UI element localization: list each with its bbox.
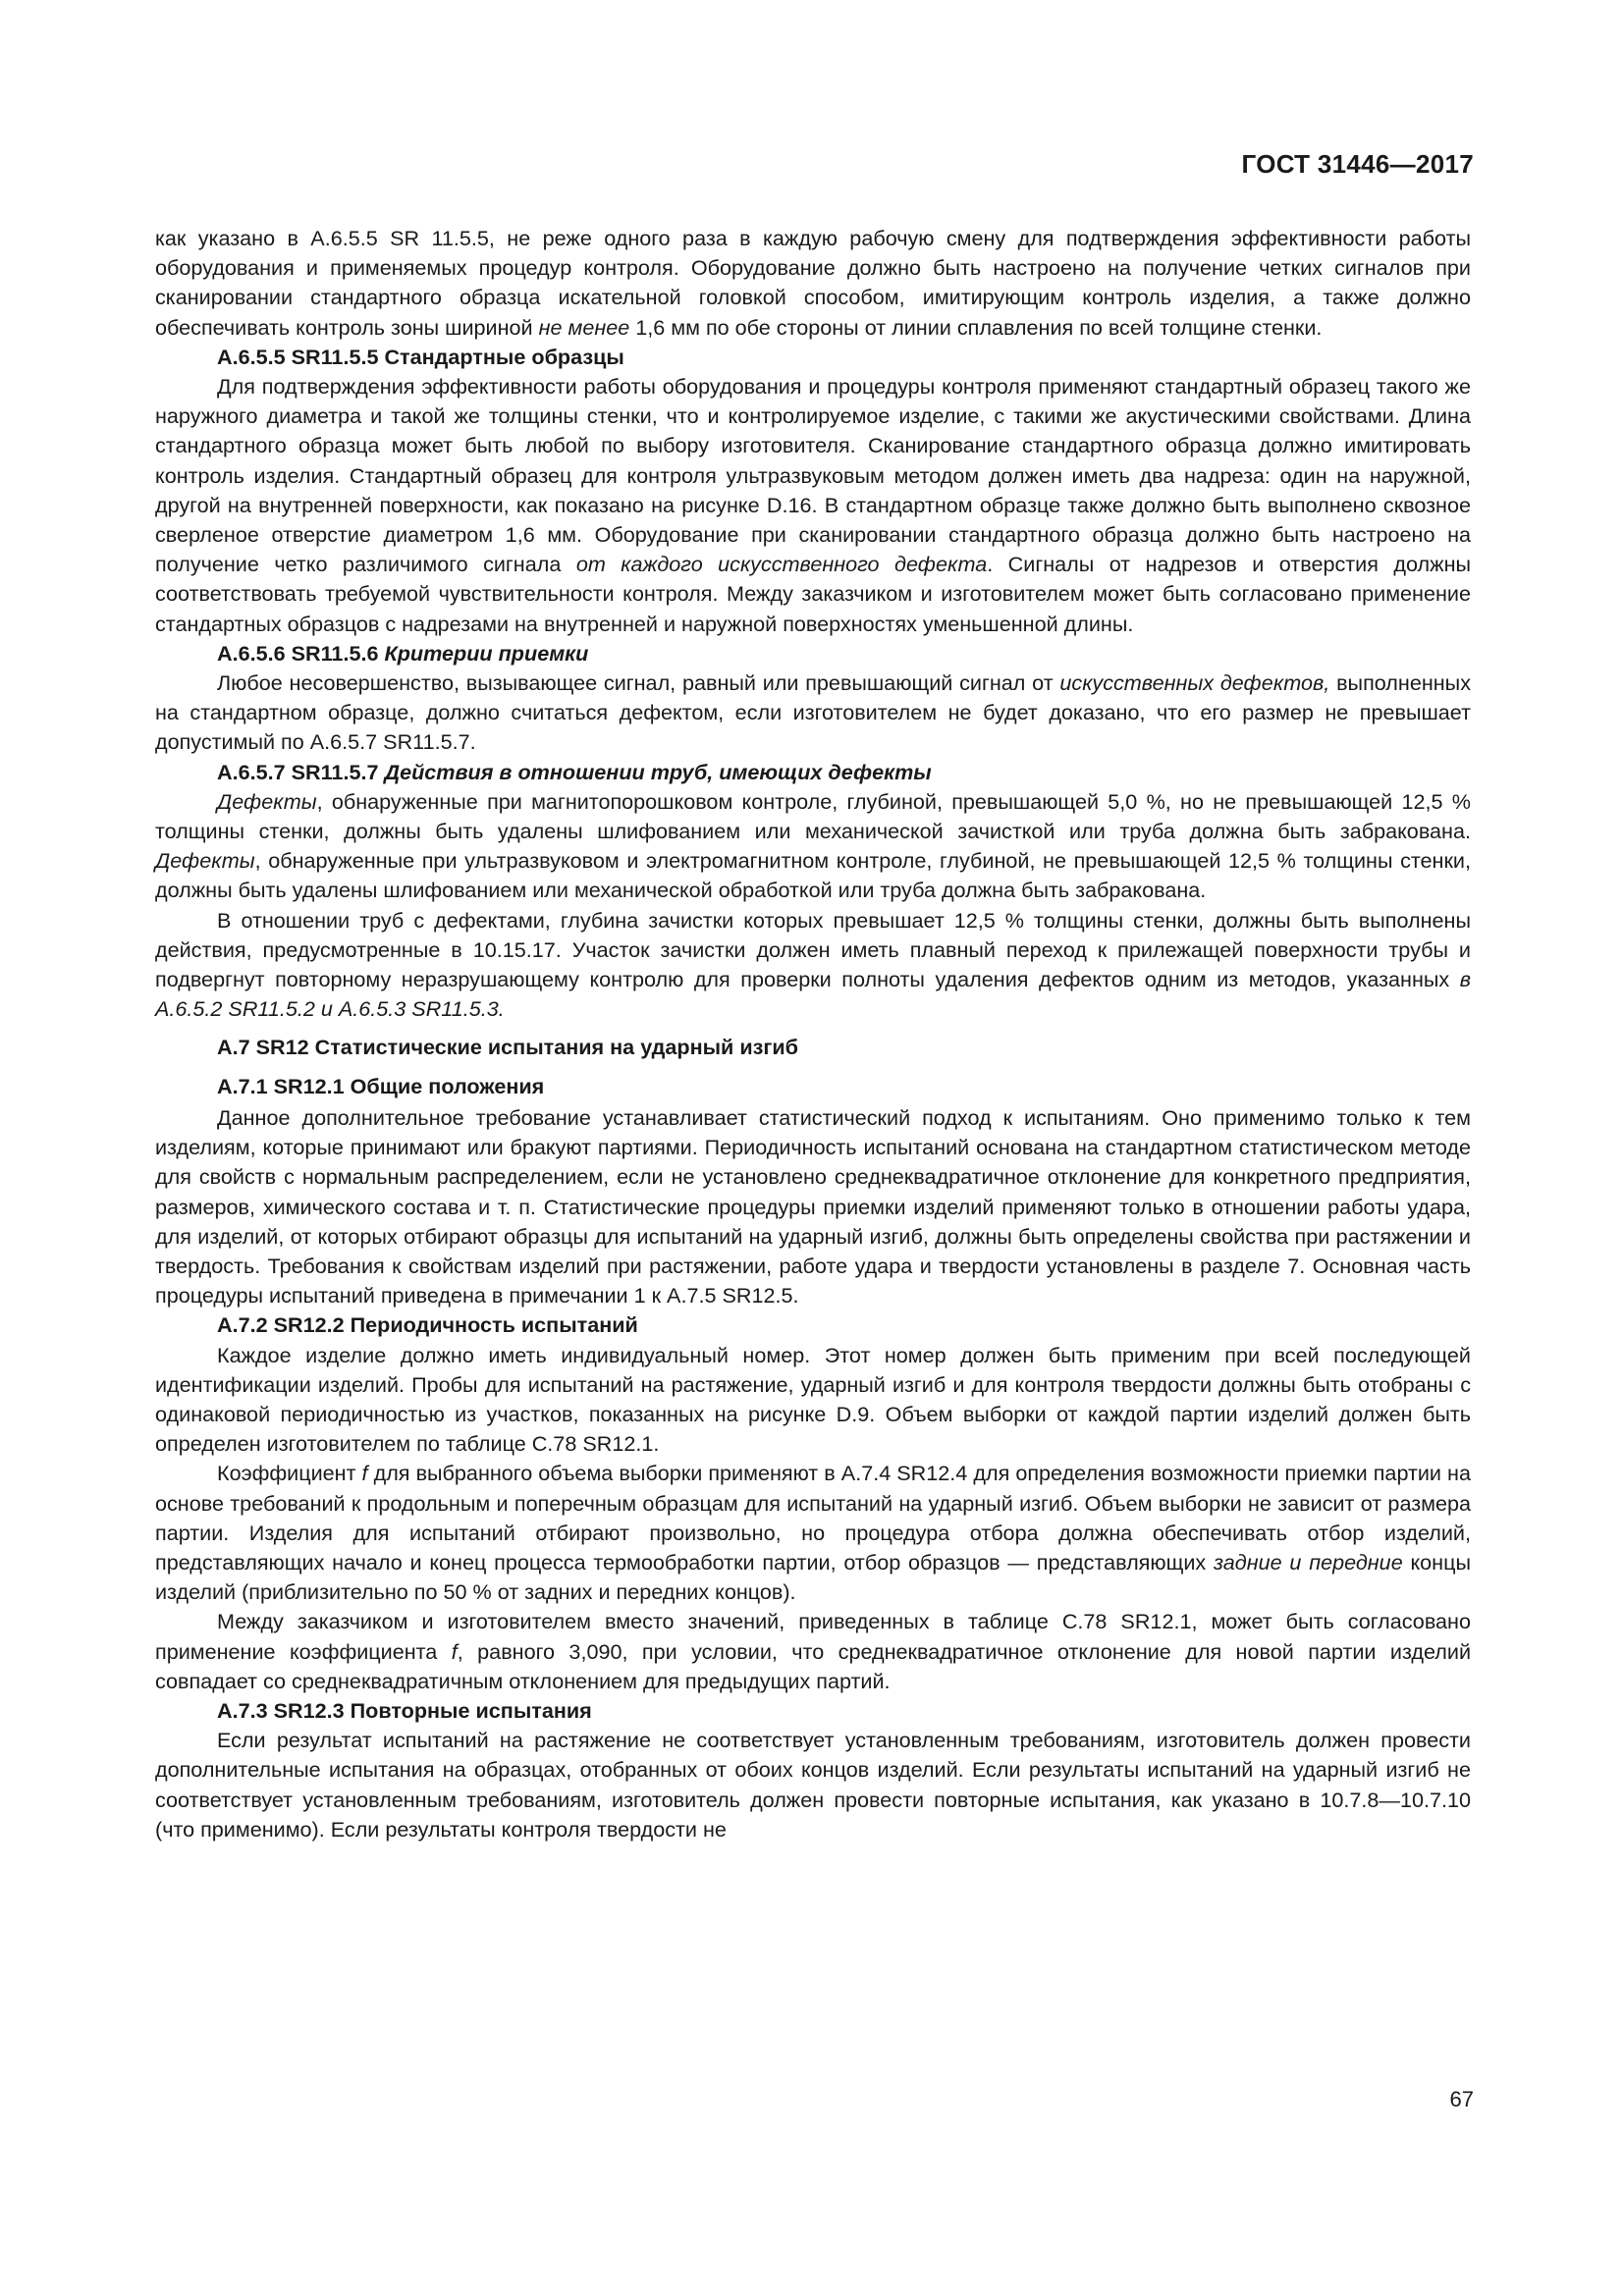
page-body bbox=[155, 224, 1471, 1844]
clause-heading bbox=[155, 1072, 1471, 1101]
heading-text: А.6.5.7 SR11.5.7 bbox=[217, 759, 385, 784]
body-paragraph: Коэффициент f для выбранного объема выборки применяют в А.7.4 SR12.4 для определения возможности приемки партии на основе требований к продольным и поперечным образцам для испытаний на ударный изгиб. Объем выборки не зависит от размера партии. Изделия для испытаний отбирают произвольно, но процедура отбора должна обеспечивать отбор изделий, представляющих начало и конец процесса термообработки партии, отбор образцов — представляющих задние и передние концы изделий (приблизительно по 50 % от задних и передних концов). bbox=[155, 1461, 1471, 1605]
heading-text: А.7 SR12 Статистические испытания на ударный изгиб bbox=[217, 1035, 798, 1060]
clause-heading bbox=[155, 343, 1471, 372]
clause-heading bbox=[155, 639, 1471, 668]
body-paragraph: Каждое изделие должно иметь индивидуальный номер. Этот номер должен быть применим при всей последующей идентификации изделий. Пробы для испытаний на растяжение, ударный изгиб и для контроля твердости должны быть отобраны с одинаковой периодичностью из участков, показанных на рисунке D.9. Объем выборки от каждой партии изделий должен быть определен изготовителем по таблице С.78 SR12.1. bbox=[155, 1342, 1471, 1457]
body-paragraph: В отношении труб с дефектами, глубина зачистки которых превышает 12,5 % толщины стенки, должны быть выполнены действия, предусмотренные в 10.15.17. Участок зачистки должен иметь плавный переход к прилежащей поверхности трубы и подвергнут повторному неразрушающему контролю для проверки полноты удаления дефектов одним из методов, указанных в А.6.5.2 SR11.5.2 и А.6.5.3 SR11.5.3. bbox=[155, 907, 1471, 1022]
section-heading bbox=[155, 1033, 1471, 1062]
body-paragraph: как указано в А.6.5.5 SR 11.5.5, не реже одного раза в каждую рабочую смену для подтверждения эффективности работы оборудования и применяемых процедур контроля. Оборудование должно быть настроено на получение четких сигналов при сканировании стандартного образца искательной головкой способом, имитирующим контроль изделия, а также должно обеспечивать контроль зоны шириной не менее 1,6 мм по обе стороны от линии сплавления по всей толщине стенки. bbox=[155, 226, 1471, 340]
body-paragraph: Между заказчиком и изготовителем вместо значений, приведенных в таблице С.78 SR12.1, может быть согласовано применение коэффициента f, равного 3,090, при условии, что среднеквадратичное отклонение для новой партии изделий совпадает со среднеквадратичным отклонением для предыдущих партий. bbox=[155, 1609, 1471, 1693]
clause-heading bbox=[155, 1310, 1471, 1340]
heading-text: А.7.1 SR12.1 Общие положения bbox=[217, 1073, 545, 1098]
body-paragraph: Дефекты, обнаруженные при магнитопорошковом контроле, глубиной, превышающей 5,0 %, но не превышающей 12,5 % толщины стенки, должны быть удалены шлифованием или механической зачисткой или труба должна быть забракована. Дефекты, обнаруженные при ультразвуковом и электромагнитном контроле, глубиной, не превышающей 12,5 % толщины стенки, должны быть удалены шлифованием или механической обработкой или труба должна быть забракована. bbox=[155, 788, 1471, 903]
document-number: ГОСТ 31446—2017 bbox=[1241, 149, 1474, 179]
body-paragraph: Любое несовершенство, вызывающее сигнал, равный или превышающий сигнал от искусственных дефектов, выполненных на стандартном образце, должно считаться дефектом, если изготовителем не будет доказано, что его размер не превышает допустимый по А.6.5.7 SR11.5.7. bbox=[155, 670, 1471, 755]
body-paragraph: Если результат испытаний на растяжение не соответствует установленным требованиям, изготовитель должен провести дополнительные испытания на образцах, отобранных от обоих концов изделий. Если результаты испытаний на ударный изгиб не соответствует установленным требованиям, изготовитель должен провести повторные испытания, как указано в 10.7.8—10.7.10 (что применимо). Если результаты контроля твердости не bbox=[155, 1728, 1471, 1842]
heading-italic-text: Критерии приемки bbox=[384, 640, 589, 666]
clause-heading bbox=[155, 758, 1471, 787]
heading-italic-text: Действия в отношении труб, имеющих дефекты bbox=[384, 759, 932, 784]
clause-heading bbox=[155, 1696, 1471, 1726]
heading-text: А.6.5.6 SR11.5.6 bbox=[217, 640, 385, 666]
heading-text: А.7.2 SR12.2 Периодичность испытаний bbox=[217, 1312, 638, 1338]
heading-text: А.6.5.5 SR11.5.5 Стандартные образцы bbox=[217, 344, 624, 369]
body-paragraph: Данное дополнительное требование устанавливает статистический подход к испытаниям. Оно применимо только к тем изделиям, которые принимают или бракуют партиями. Периодичность испытаний основана на стандартном статистическом методе для свойств с нормальным распределением, если не установлено среднеквадратичное отклонение для конкретного предприятия, размеров, химического состава и т. п. Статистические процедуры приемки изделий применяют только в отношении работы удара, для изделий, от которых отбирают образцы для испытаний на ударный изгиб, должны быть определены свойства при растяжении и твердость. Требования к свойствам изделий при растяжении, работе удара и твердости установлены в разделе 7. Основная часть процедуры испытаний приведена в примечании 1 к А.7.5 SR12.5. bbox=[155, 1104, 1471, 1308]
body-paragraph: Для подтверждения эффективности работы оборудования и процедуры контроля применяют стандартный образец такого же наружного диаметра и такой же толщины стенки, что и контролируемое изделие, с такими же акустическими свойствами. Длина стандартного образца может быть любой по выбору изготовителя. Сканирование стандартного образца должно имитировать контроль изделия. Стандартный образец для контроля ультразвуковым методом должен иметь два надреза: один на наружной, другой на внутренней поверхности, как показано на рисунке D.16. В стандартном образце также должно быть выполнено сквозное сверленое отверстие диаметром 1,6 мм. Оборудование при сканировании стандартного образца должно быть настроено на получение четко различимого сигнала от каждого искусственного дефекта. Сигналы от надрезов и отверстия должны соответствовать требуемой чувствительности контроля. Между заказчиком и изготовителем может быть согласовано применение стандартных образцов с надрезами на внутренней и наружной поверхностях уменьшенной длины. bbox=[155, 374, 1472, 636]
page-number: 67 bbox=[1449, 2087, 1474, 2111]
heading-text: А.7.3 SR12.3 Повторные испытания bbox=[217, 1697, 592, 1723]
